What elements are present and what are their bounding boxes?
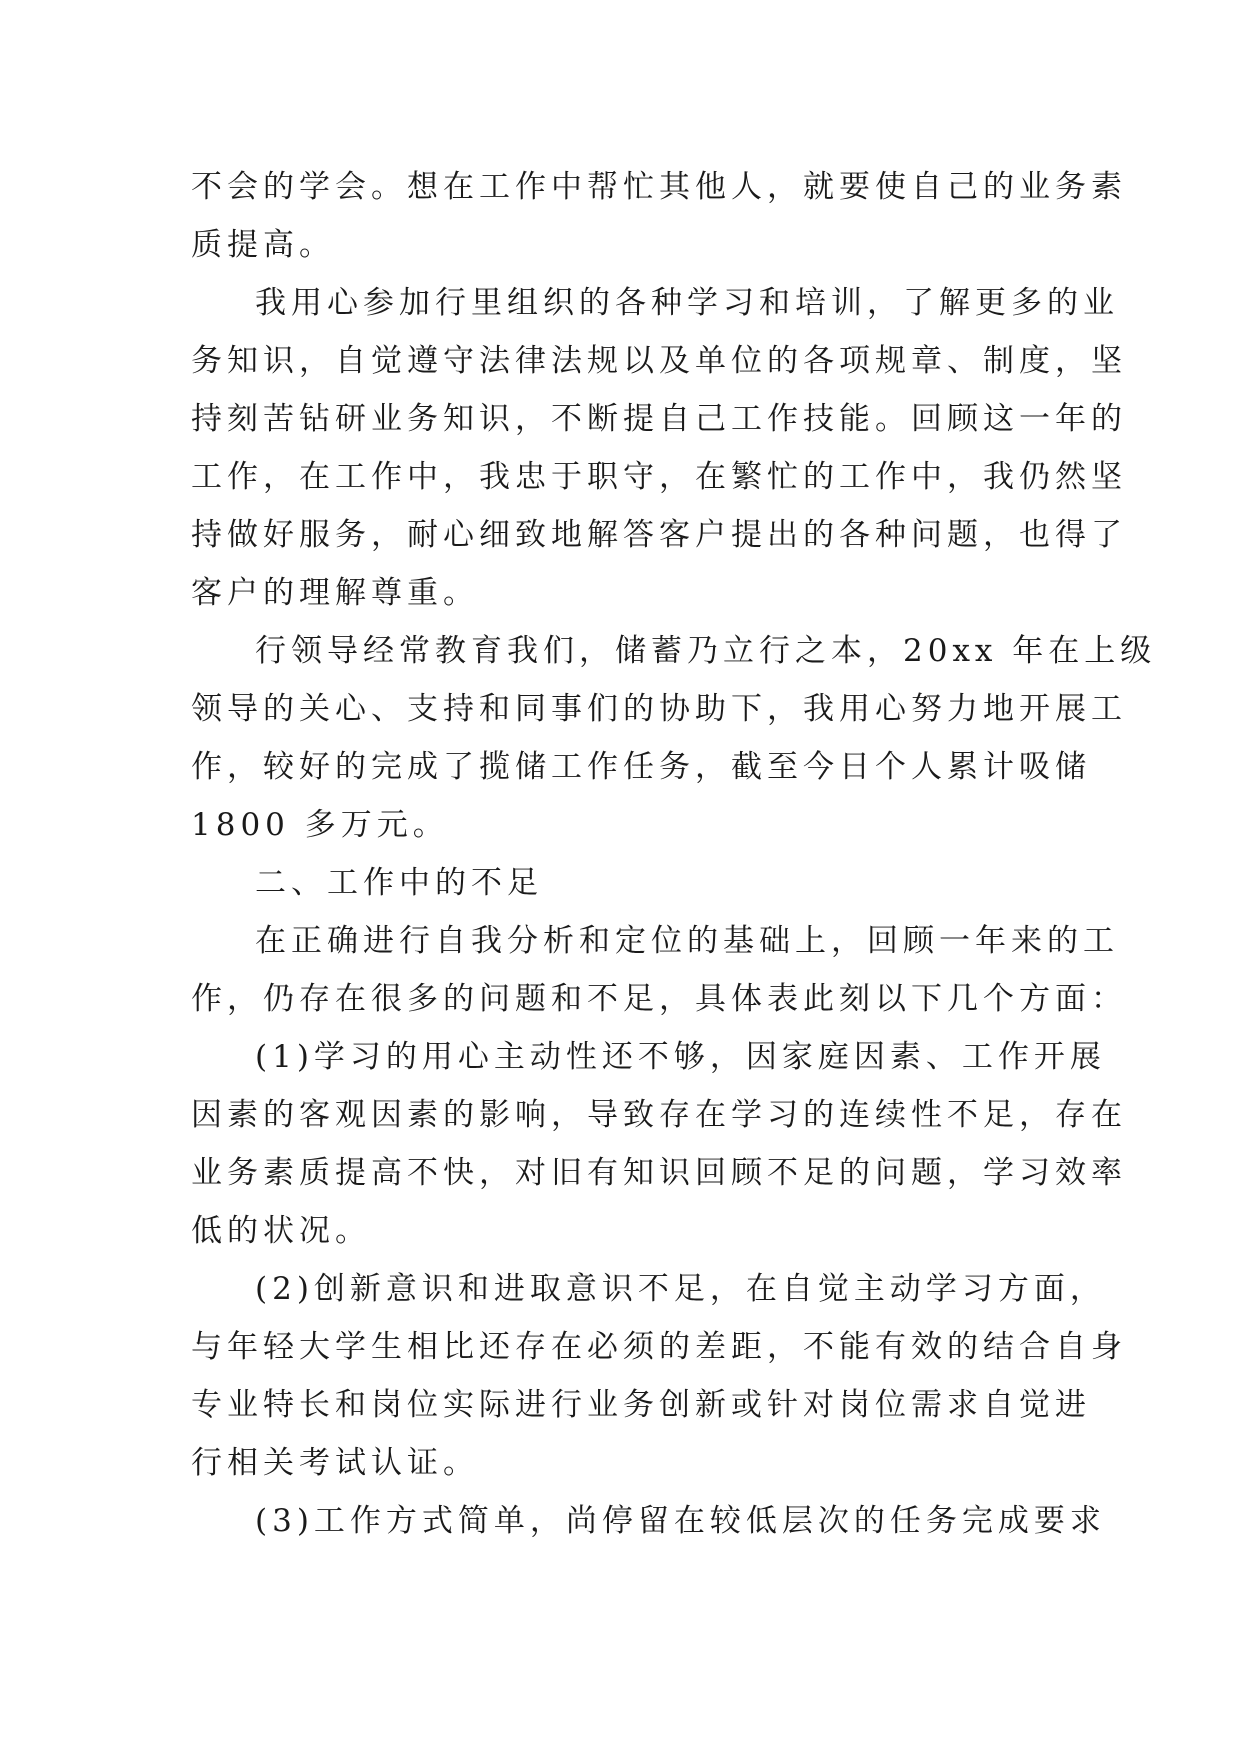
text-line: 质提高。 bbox=[191, 227, 335, 263]
text-line: (2)创新意识和进取意识不足，在自觉主动学习方面， bbox=[255, 1271, 1106, 1307]
text-line: 与年轻大学生相比还存在必须的差距，不能有效的结合自身 bbox=[191, 1329, 1127, 1365]
text-line: 二、工作中的不足 bbox=[255, 865, 543, 901]
text-line: 领导的关心、支持和同事们的协助下，我用心努力地开展工 bbox=[191, 691, 1127, 727]
text-line: 工作，在工作中，我忠于职守，在繁忙的工作中，我仍然坚 bbox=[191, 459, 1127, 495]
text-line: 在正确进行自我分析和定位的基础上，回顾一年来的工 bbox=[255, 923, 1119, 959]
text-line: 务知识，自觉遵守法律法规以及单位的各项规章、制度，坚 bbox=[191, 343, 1127, 379]
text-line: 我用心参加行里组织的各种学习和培训，了解更多的业 bbox=[255, 285, 1119, 321]
text-line: 业务素质提高不快，对旧有知识回顾不足的问题，学习效率 bbox=[191, 1155, 1127, 1191]
text-line: 因素的客观因素的影响，导致存在学习的连续性不足，存在 bbox=[191, 1097, 1127, 1133]
text-line: 持做好服务，耐心细致地解答客户提出的各种问题，也得了 bbox=[191, 517, 1127, 553]
text-line: (1)学习的用心主动性还不够，因家庭因素、工作开展 bbox=[255, 1039, 1106, 1075]
text-line: 客户的理解尊重。 bbox=[191, 575, 479, 611]
text-line: 行领导经常教育我们，储蓄乃立行之本，20xx 年在上级 bbox=[255, 633, 1157, 669]
text-line: 作，仍存在很多的问题和不足，具体表此刻以下几个方面： bbox=[191, 981, 1127, 1017]
text-line: 行相关考试认证。 bbox=[191, 1445, 479, 1481]
text-line: (3)工作方式简单，尚停留在较低层次的任务完成要求 bbox=[255, 1503, 1106, 1539]
document-body bbox=[191, 158, 1157, 1550]
text-line: 1800 多万元。 bbox=[191, 807, 449, 843]
text-line: 持刻苦钻研业务知识，不断提自己工作技能。回顾这一年的 bbox=[191, 401, 1127, 437]
text-line: 低的状况。 bbox=[191, 1213, 371, 1249]
text-line: 不会的学会。想在工作中帮忙其他人，就要使自己的业务素 bbox=[191, 169, 1127, 205]
text-line: 作，较好的完成了揽储工作任务，截至今日个人累计吸储 bbox=[191, 749, 1091, 785]
text-line: 专业特长和岗位实际进行业务创新或针对岗位需求自觉进 bbox=[191, 1387, 1091, 1423]
